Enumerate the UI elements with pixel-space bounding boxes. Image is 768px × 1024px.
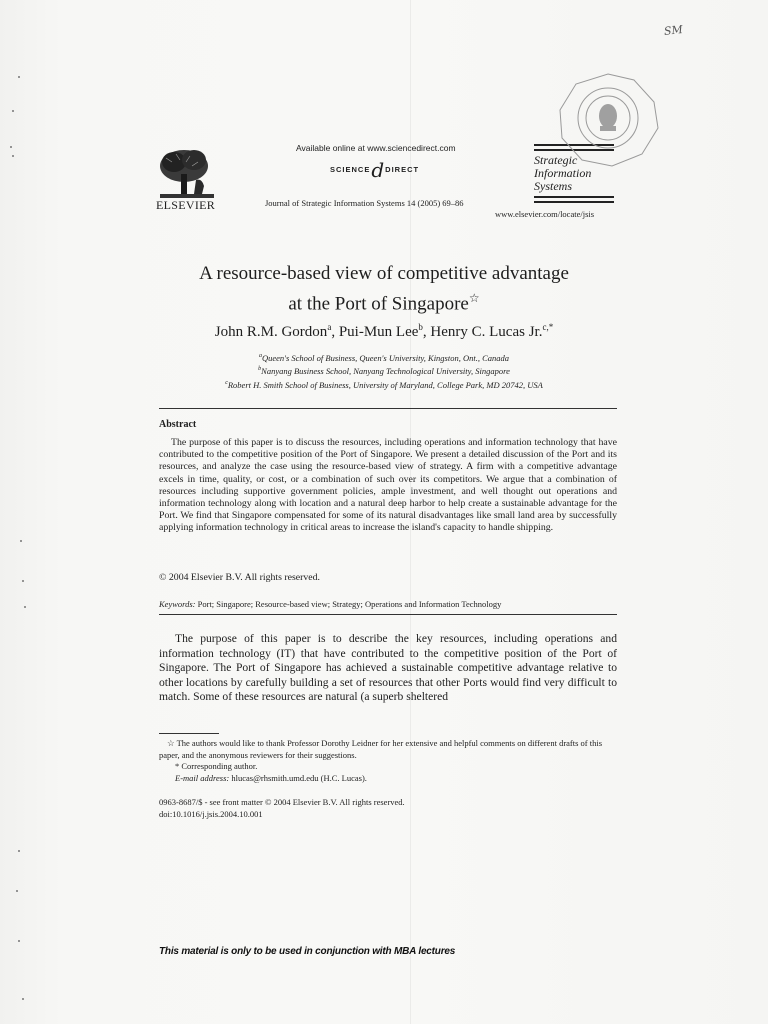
scan-speck	[18, 850, 20, 852]
affiliation-item	[120, 364, 648, 377]
journal-logo-line2: Information	[534, 166, 592, 180]
footnote-acknowledgement: ☆ The authors would like to thank Professor Dorothy Leidner for her extensive and helpful comments on different drafts of this paper, and the anonymous reviewers for their suggestions.	[159, 738, 603, 760]
article-title-line1: A resource-based view of competitive advantage	[199, 263, 569, 284]
author-name: Henry C. Lucas Jr.	[430, 324, 543, 340]
scan-speck	[20, 540, 22, 542]
doi-line: doi:10.1016/j.jsis.2004.10.001	[159, 808, 263, 819]
footnote-corresponding: * Corresponding author.	[175, 761, 258, 771]
affiliation-mark: a	[258, 353, 262, 359]
publisher-name: ELSEVIER	[156, 198, 216, 212]
author-name: John R.M. Gordon	[214, 324, 328, 340]
affiliation-text: Nanyang Business School, Nanyang Technological University, Singapore	[261, 366, 510, 377]
abstract-top-rule	[159, 408, 617, 409]
affiliation-mark: b	[258, 366, 262, 373]
scan-speck	[18, 940, 20, 942]
scan-speck	[22, 998, 24, 1000]
article-title	[120, 262, 648, 316]
issn-line: 0963-8687/$ - see front matter © 2004 Elsevier B.V. All rights reserved.	[159, 797, 405, 807]
sciencedirect-at-mark: d	[371, 158, 385, 182]
abstract-heading: Abstract	[159, 419, 197, 430]
article-title-line2	[120, 286, 648, 316]
affiliation-list	[120, 351, 648, 391]
author-separator: ,	[422, 324, 431, 340]
abstract-copyright: © 2004 Elsevier B.V. All rights reserved.	[159, 572, 320, 583]
affiliation-item	[120, 351, 648, 364]
affiliation-text: Robert H. Smith School of Business, University of Maryland, College Park, MD 20742, USA	[227, 379, 543, 390]
author-affiliation-mark: a	[327, 322, 332, 332]
sciencedirect-logo	[330, 158, 419, 182]
footnotes	[159, 738, 621, 784]
article-title-line2-text: at the Port of Singapore	[288, 293, 469, 315]
affiliation-mark: c	[225, 379, 228, 386]
affiliation-item	[120, 378, 648, 391]
keywords-label: Keywords:	[159, 599, 196, 609]
sciencedirect-left: SCIENCE	[330, 165, 371, 174]
abstract-bottom-rule	[159, 614, 617, 615]
journal-logo-bars-bottom	[534, 196, 614, 206]
journal-citation: Journal of Strategic Information Systems 14 (2005) 69–86	[265, 198, 464, 208]
author-separator: ,	[331, 324, 339, 340]
email-label: E-mail address:	[175, 772, 230, 783]
footnote-email	[159, 773, 621, 785]
journal-logo-line1: Strategic	[534, 153, 578, 167]
title-footnote-star: ☆	[468, 291, 480, 305]
scan-speck	[22, 580, 24, 582]
footnote-rule	[159, 733, 219, 734]
scan-speck	[18, 76, 20, 78]
handwritten-note: SM	[663, 23, 684, 38]
abstract-text: The purpose of this paper is to discuss the resources, including operations and information technology that have contributed to the competitive position of the Port of Singapore. We present a detailed discussion of the Port and its resources, and analyze the case using the resource-based view of strategy. A firm with a competitive advantage excels in time, quality, or cost, or a combination of such over its competitors. We argue that a combination of resources including supportive government policies, ample investment, and well thought out operations and information technology along with location and a natural deep harbor to help create a sustainable advantage for the Port. We find that Singapore compensated for some of its natural disadvantages like small land area by successfully applying information technology in critical areas to increase the island's capacity to handle shipping.	[159, 437, 617, 534]
scan-speck	[12, 155, 14, 157]
keywords-line	[159, 599, 501, 609]
front-matter-info	[159, 797, 405, 820]
scan-speck	[16, 890, 18, 892]
available-online-text: Available online at www.sciencedirect.com	[296, 143, 456, 153]
scan-speck	[12, 110, 14, 112]
keywords-text: Port; Singapore; Resource-based view; Strategy; Operations and Information Technology	[197, 599, 502, 609]
journal-url: www.elsevier.com/locate/jsis	[495, 209, 595, 219]
journal-logo-line3: Systems	[534, 179, 572, 193]
scan-speck	[10, 146, 12, 148]
author-affiliation-mark: b	[418, 322, 423, 332]
library-stamp	[554, 70, 662, 170]
intro-paragraph: The purpose of this paper is to describe the key resources, including operations and information technology (IT) that have contributed to the competitive position of the Port of Singapore. The Port of Singapore has achieved a sustainable competitive advantage relative to other locations by carefully building a set of resources that other Ports would find very difficult to match. Some of these resources are natural (a superb sheltered	[159, 632, 617, 704]
author-name: Pui-Mun Lee	[338, 324, 419, 340]
mba-notice: This material is only to be used in conjunction with MBA lectures	[159, 946, 456, 957]
author-list	[120, 322, 648, 341]
author-affiliation-mark: c,*	[542, 322, 554, 332]
sciencedirect-right: DIRECT	[385, 165, 420, 174]
email-value: hlucas@rhsmith.umd.edu (H.C. Lucas).	[231, 772, 367, 783]
affiliation-text: Queen's School of Business, Queen's University, Kingston, Ont., Canada	[261, 352, 510, 363]
scan-speck	[24, 606, 26, 608]
